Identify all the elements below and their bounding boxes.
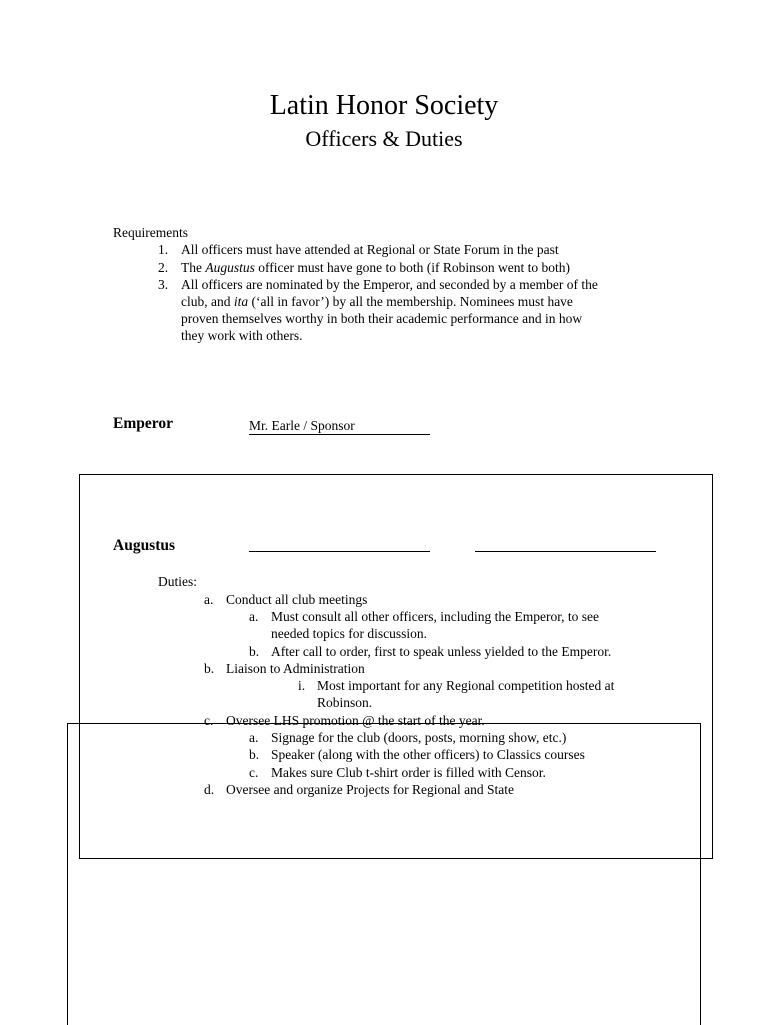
requirement-item-3-line-4: they work with others.	[181, 328, 303, 343]
emperor-value: Mr. Earle / Sponsor	[249, 417, 430, 435]
subduty-letter: i.	[298, 678, 306, 693]
duty-letter-d: d.	[204, 782, 215, 797]
duty-item-d: Oversee and organize Projects for Regional and State	[226, 782, 515, 797]
requirement-number-3: 3.	[158, 277, 169, 292]
duty-letter-b: b.	[204, 661, 215, 676]
subduty-letter: a.	[249, 730, 259, 745]
duty-letter-c: c.	[204, 713, 214, 728]
subduty-item: Speaker (along with the other officers) to Classics courses	[271, 747, 585, 762]
subduty-item-cont: needed topics for discussion.	[271, 626, 427, 641]
subduty-item: Signage for the club (doors, posts, morning show, etc.)	[271, 730, 567, 745]
requirement-item-3-line-3: proven themselves worthy in both their academic performance and in how	[181, 311, 583, 326]
requirement-item-3-line-1: All officers are nominated by the Emperor, and seconded by a member of the	[181, 277, 598, 292]
document-title: Latin Honor Society	[269, 90, 499, 121]
subduty-item-cont: Robinson.	[317, 695, 373, 710]
augustus-signature-line	[475, 551, 656, 552]
subduty-item: Most important for any Regional competition hosted at	[317, 678, 615, 693]
requirement-item-1: All officers must have attended at Regional or State Forum in the past	[181, 242, 559, 257]
requirement-item-2: The Augustus officer must have gone to both (if Robinson went to both)	[181, 260, 570, 275]
requirements-heading: Requirements	[113, 225, 188, 240]
subduty-letter: b.	[249, 644, 260, 659]
document-subtitle: Officers & Duties	[305, 126, 463, 151]
requirement-item-3-line-2: club, and ita (‘all in favor’) by all the membership. Nominees must have	[181, 294, 573, 309]
subduty-letter: a.	[249, 609, 259, 624]
duty-item-a: Conduct all club meetings	[226, 592, 368, 607]
subduty-item: Must consult all other officers, including the Emperor, to see	[271, 609, 600, 624]
subduty-letter: c.	[249, 765, 259, 780]
subduty-item: After call to order, first to speak unless yielded to the Emperor.	[271, 644, 612, 659]
requirement-number-2: 2.	[158, 260, 169, 275]
duties-heading: Duties:	[158, 574, 197, 589]
augustus-name-line	[249, 551, 430, 552]
requirement-number-1: 1.	[158, 242, 169, 257]
subduty-item: Makes sure Club t-shirt order is filled with Censor.	[271, 765, 546, 780]
duty-item-b: Liaison to Administration	[226, 661, 365, 676]
emperor-label: Emperor	[113, 415, 173, 432]
augustus-label: Augustus	[113, 537, 176, 554]
duty-item-c: Oversee LHS promotion @ the start of the year.	[226, 713, 485, 728]
subduty-letter: b.	[249, 747, 260, 762]
duty-letter-a: a.	[204, 592, 214, 607]
